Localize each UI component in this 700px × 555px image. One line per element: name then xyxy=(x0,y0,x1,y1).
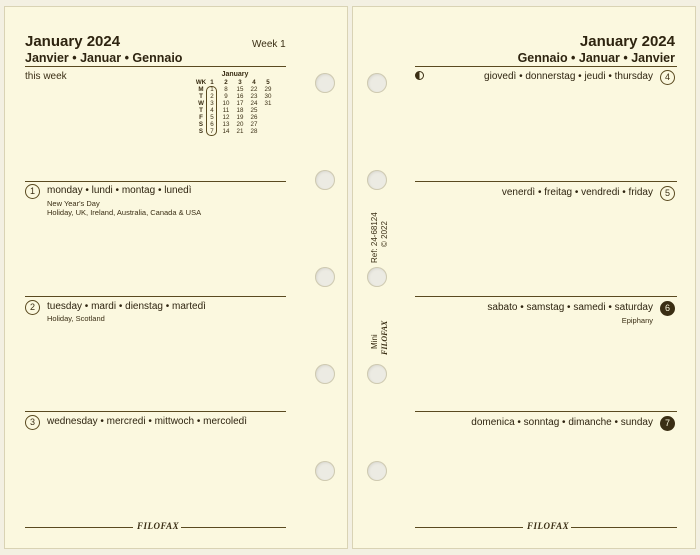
day-name-wednesday: wednesday • mercredi • mittwoch • mercoledì xyxy=(47,416,248,427)
footer-rule-left xyxy=(25,527,133,528)
binder-hole xyxy=(315,73,335,93)
day-name-sunday: domenica • sonntag • dimanche • sunday xyxy=(471,417,653,428)
day-name-saturday: sabato • samstag • samedi • saturday xyxy=(487,302,653,313)
filofax-logo: FILOFAX xyxy=(137,521,180,531)
day-rule xyxy=(25,181,286,182)
day-note: Epiphany xyxy=(621,316,653,325)
day-rule xyxy=(415,296,677,297)
day-note: New Year's Day xyxy=(47,199,100,208)
day-rule xyxy=(25,296,286,297)
mini-calendar-week-1: 1 1 2 3 4 5 6 7 xyxy=(210,79,214,135)
day-number-badge: 2 xyxy=(25,300,40,315)
footer-rule-right xyxy=(181,527,286,528)
binder-hole xyxy=(315,364,335,384)
day-note: Holiday, Scotland xyxy=(47,314,105,323)
day-number-badge: 4 xyxy=(660,70,675,85)
day-number-badge-filled: 6 xyxy=(660,301,675,316)
day-name-friday: venerdì • freitag • vendredi • friday xyxy=(501,187,653,198)
mini-calendar-week-2: 2 8 9 10 11 12 13 14 xyxy=(222,79,230,135)
binder-hole xyxy=(315,170,335,190)
day-number-badge: 5 xyxy=(660,186,675,201)
month-languages: Janvier • Januar • Gennaio xyxy=(25,51,183,65)
spine-filofax-logo: FILOFAX xyxy=(380,320,389,355)
footer-rule-right xyxy=(571,527,677,528)
binder-hole xyxy=(367,170,387,190)
header-rule xyxy=(25,66,286,67)
day-note: Holiday, UK, Ireland, Australia, Canada & USA xyxy=(47,208,202,217)
size-label: Mini xyxy=(370,334,379,349)
month-languages: Gennaio • Januar • Janvier xyxy=(517,51,675,65)
binder-hole xyxy=(367,267,387,287)
day-rule xyxy=(415,181,677,182)
mini-calendar-week-3: 3 15 16 17 18 19 20 21 xyxy=(236,79,244,135)
day-number-badge-filled: 7 xyxy=(660,416,675,431)
mini-calendar-week-4: 4 22 23 24 25 26 27 28 xyxy=(250,79,258,135)
month-title: January 2024 xyxy=(579,33,675,50)
day-number-badge: 1 xyxy=(25,184,40,199)
day-rule xyxy=(415,411,677,412)
filofax-logo: FILOFAX xyxy=(527,521,570,531)
footer-rule-left xyxy=(415,527,523,528)
month-title: January 2024 xyxy=(25,33,121,50)
reference-number: Ref: 24-68124 xyxy=(370,212,379,263)
binder-hole xyxy=(367,461,387,481)
mini-calendar-weekday-column: WK M T W T F S S xyxy=(195,79,207,135)
day-name-thursday: giovedì • donnerstag • jeudi • thursday xyxy=(484,71,653,82)
header-rule xyxy=(415,66,677,67)
copyright: © 2022 xyxy=(380,221,389,247)
mini-calendar-title: January xyxy=(221,71,249,78)
day-name-tuesday: tuesday • mardi • dienstag • martedì xyxy=(47,301,206,312)
mini-calendar-week-5: 5 29 30 31 xyxy=(264,79,272,107)
left-page xyxy=(4,6,348,549)
this-week-label: this week xyxy=(25,71,67,82)
binder-hole xyxy=(367,73,387,93)
week-label: Week 1 xyxy=(252,39,286,50)
right-page xyxy=(352,6,696,549)
binder-hole xyxy=(367,364,387,384)
day-rule xyxy=(25,411,286,412)
day-name-monday: monday • lundi • montag • lunedì xyxy=(47,185,192,196)
binder-hole xyxy=(315,461,335,481)
day-number-badge: 3 xyxy=(25,415,40,430)
first-quarter-moon-icon xyxy=(415,71,424,80)
binder-hole xyxy=(315,267,335,287)
